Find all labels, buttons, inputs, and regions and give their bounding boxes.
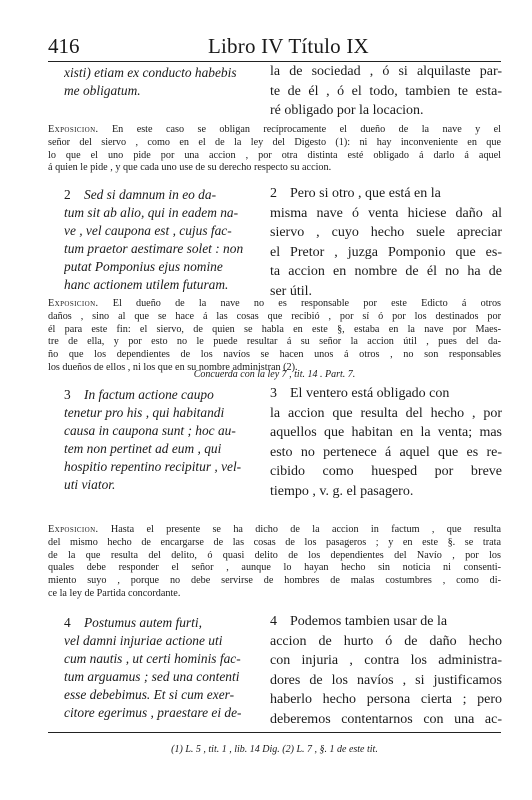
text-line: tre de ella, y por esto no le puede resultar á su señor la accion útil , pues del da- (48, 336, 501, 348)
text-line: el Pretor , juzga Pomponio que es- (270, 244, 502, 260)
section-3-latin (64, 386, 260, 494)
text-line: señor del siervo , como en el de la ley del Digesto (1): ni hay inconveniente en que (48, 136, 501, 148)
text-line: accion de hurto ó de daño hecho (270, 633, 502, 649)
text-line: ño que los dependientes de los navíos se hacen unos á otros , no son responsables (48, 349, 501, 361)
text-line: Pero si otro , que está en la (290, 186, 441, 201)
text-line: citore egerimus , praestare ei de- (64, 705, 242, 720)
text-line: tem non pertinet ad eum , qui (64, 441, 222, 456)
text-line: quales debe responder el señor , aunque lo hayan hecho sin noticia ni consenti- (48, 562, 501, 574)
text-line: hospitio repentino recipitur , vel- (64, 459, 242, 474)
section-4-latin (64, 614, 260, 722)
text-line: á quien le pide , y que cada uno use de su derecho respecto su accion. (48, 162, 332, 174)
text-line: ce la ley de Partida concordante. (48, 587, 181, 599)
top-latin-text (64, 64, 260, 100)
exposicion-label: Exposicion. (48, 524, 99, 535)
text-line: El ventero está obligado con (290, 386, 450, 401)
text-line: aquellos que habitan en la venta; mas (270, 425, 502, 441)
exposicion-label: Exposicion. (48, 124, 99, 135)
text-line: El dueño de la nave no es responsable por este Edicto á otros (112, 298, 501, 309)
footnote-rule (48, 732, 501, 733)
text-line: ve , vel caupona est , cujus fac- (64, 223, 232, 238)
section-3-spanish (270, 384, 502, 502)
text-line: haberlo hecho persona cierta ; pero (270, 692, 502, 708)
text-line: cibido como huesped por breve (270, 464, 502, 480)
text-line: ré obligado por la locacion. (270, 103, 424, 119)
exposicion-label: Exposicion. (48, 298, 99, 309)
text-line: me obligatum. (64, 83, 141, 98)
concordance-note: Concuerda con la ley 7 , tit. 14 . Part. 7. (193, 369, 356, 380)
text-line: putat Pomponius ejus nomine (64, 259, 223, 274)
text-line: daños , sino al que se hace á las cosas que recibió , por sí ó por los destinados por (48, 310, 501, 322)
text-line: Sed si damnum in eo da- (84, 187, 217, 202)
text-line: la accion que resulta del hecho , por (270, 405, 502, 421)
top-spanish-text (270, 62, 502, 121)
text-line: Hasta el presente se ha dicho de la accion in factum , que resulta (110, 524, 501, 535)
section-number: 4 (270, 614, 277, 629)
running-title: Libro IV Título IX (208, 34, 369, 58)
text-line: misma nave ó venta hiciese daño al (270, 205, 502, 221)
text-line: tum sit ab alio, qui in eadem na- (64, 205, 239, 220)
text-line: En este caso se obligan recíprocamente el dueño de la nave y el (111, 124, 501, 135)
text-line: ser útil. (270, 283, 312, 299)
text-line: tum arguamus ; sed una contenti (64, 669, 240, 684)
text-line: dores de los navíos , si justificamos (270, 672, 502, 688)
text-line: del mismo hecho de encargarse de las cosas de los pasageros ; y en este §. se trata (48, 536, 501, 548)
text-line: miento suyo , porque no debe servirse de hombres de malas costumbres , como di- (48, 575, 501, 587)
text-line: xisti) etiam ex conducto habebis (64, 65, 237, 80)
section-4-spanish (270, 612, 502, 730)
section-number: 4 (64, 615, 71, 630)
section-2-spanish (270, 184, 502, 302)
exposicion-2 (48, 298, 501, 375)
page-number: 416 (48, 34, 80, 58)
text-line: con injuria , contra los administra- (270, 653, 502, 669)
text-line: él para este fin: el siervo, de quien se habla en este §, estaba en la nave por Maes- (48, 323, 501, 335)
text-line: los dueños de ellos , ni los que en su nombre administran (2). (48, 361, 298, 373)
section-number: 2 (64, 187, 71, 202)
text-line: de la que resulta del delito, ó quasi delito de los dependientes del Navío , por los (48, 549, 501, 561)
text-line: Podemos tambien usar de la (290, 614, 448, 629)
text-line: la de sociedad , ó si alquilaste par- (270, 64, 502, 79)
exposicion-3 (48, 524, 501, 601)
text-line: vel damni injuriae actione uti (64, 633, 223, 648)
section-number: 3 (270, 386, 277, 401)
text-line: In factum actione caupo (84, 387, 214, 402)
text-line: tum praetor aestimare solet : non (64, 241, 244, 256)
text-line: deberemos contentarnos con una ac- (270, 711, 502, 727)
text-line: tiempo , v. g. el pasagero. (270, 483, 414, 499)
section-number: 3 (64, 387, 71, 402)
text-line: causa in caupona sunt ; hoc au- (64, 423, 236, 438)
text-line: esto no pertenece á aquel que es re- (270, 444, 502, 460)
text-line: hanc actionem utilem futuram. (64, 277, 229, 292)
exposicion-1 (48, 124, 501, 175)
text-line: tenetur pro his , qui habitandi (64, 405, 225, 420)
text-line: te de él , ó el todo, tambien te esta- (270, 83, 502, 99)
text-line: esse debebimus. Et si cum exer- (64, 687, 235, 702)
text-line: lo que el uno pide por una accion , por otra distinta esté obligado á darlo á aquel (48, 149, 501, 161)
text-line: ta accion en nombre de él no ha de (270, 264, 502, 280)
footnotes: (1) L. 5 , tit. 1 , lib. 14 Dig. (2) L. 7 , §. 1 de este tit. (171, 744, 378, 755)
section-2-latin (64, 186, 260, 294)
text-line: uti viator. (64, 477, 116, 492)
text-line: cum nautis , ut certi hominis fac- (64, 651, 241, 666)
text-line: siervo , cuyo hecho suele apreciar (270, 225, 502, 241)
text-line: Postumus autem furti, (84, 615, 202, 630)
section-number: 2 (270, 186, 277, 201)
